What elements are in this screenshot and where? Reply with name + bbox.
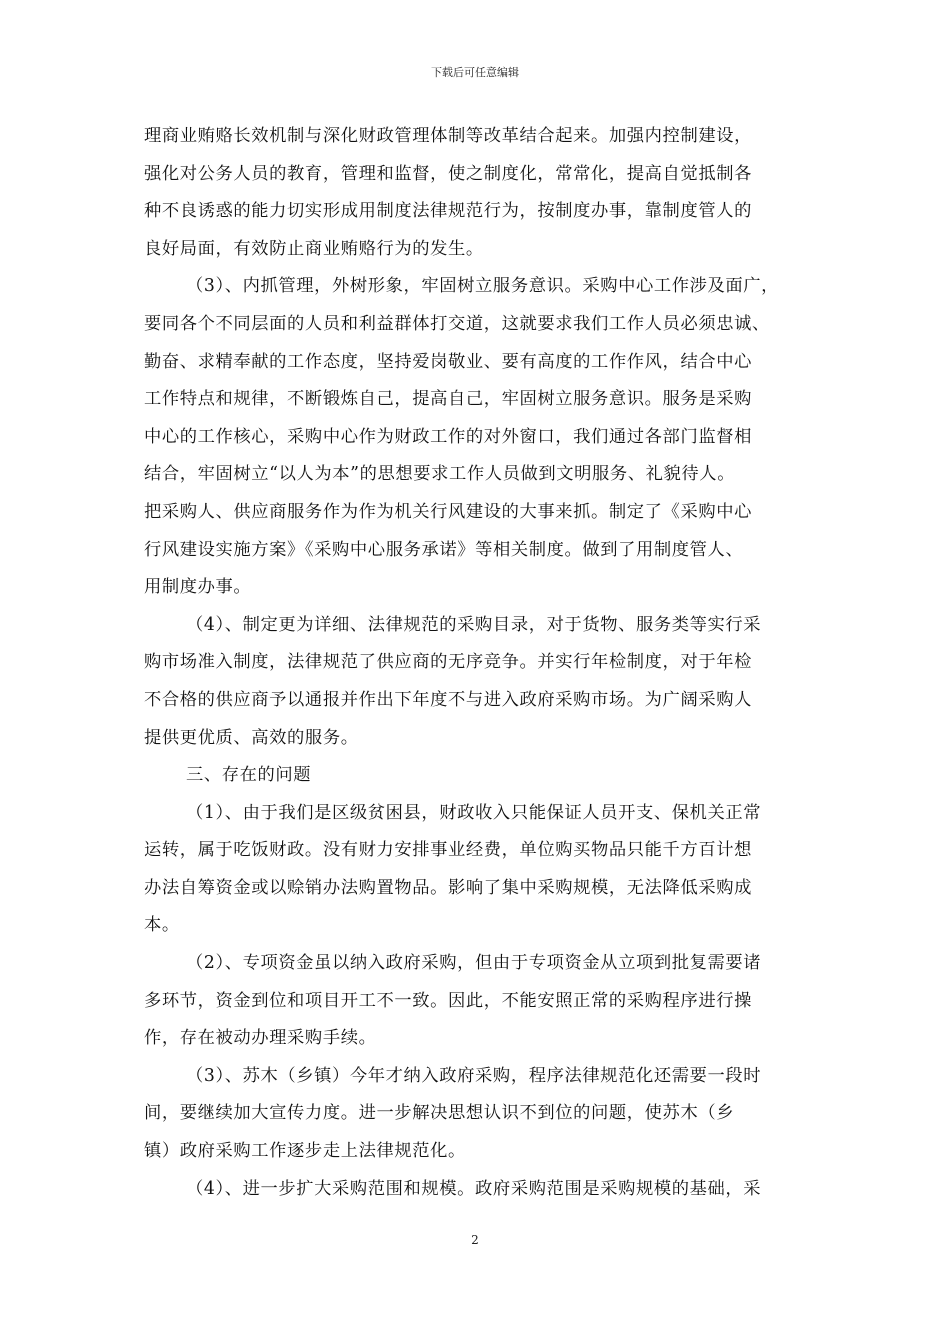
text-line: 行风建设实施方案》《采购中心服务承诺》等相关制度。做到了用制度管人、	[144, 539, 744, 560]
paragraph-start-line: （1）、由于我们是区级贫困县，财政收入只能保证人员开支、保机关正常	[186, 802, 762, 823]
section-heading: 三、存在的问题	[186, 765, 312, 786]
text-line: 购市场准入制度，法律规范了供应商的无序竞争。并实行年检制度，对于年检	[144, 652, 752, 673]
text-line: 中心的工作核心，采购中心作为财政工作的对外窗口，我们通过各部门监督相	[144, 426, 752, 447]
text-line: 良好局面，有效防止商业贿赂行为的发生。	[144, 238, 484, 259]
text-line: 多环节，资金到位和项目开工不一致。因此，不能安照正常的采购程序进行操	[144, 990, 752, 1011]
text-line: 提供更优质、高效的服务。	[144, 727, 359, 748]
text-line: 强化对公务人员的教育，管理和监督，使之制度化，常常化，提高自觉抵制各	[144, 163, 752, 184]
text-line: 办法自筹资金或以赊销办法购置物品。影响了集中采购规模，无法降低采购成	[144, 877, 752, 898]
text-line: 镇）政府采购工作逐步走上法律规范化。	[144, 1141, 466, 1162]
paragraph-start-line: （4）、制定更为详细、法律规范的采购目录，对于货物、服务类等实行采	[186, 614, 762, 635]
text-line: 种不良诱惑的能力切实形成用制度法律规范行为，按制度办事，靠制度管人的	[144, 201, 752, 222]
paragraph-start-line: （4）、进一步扩大采购范围和规模。政府采购范围是采购规模的基础，采	[186, 1178, 762, 1199]
paragraph-start-line: （3）、内抓管理，外树形象，牢固树立服务意识。采购中心工作涉及面广，	[186, 276, 780, 297]
text-line: 工作特点和规律，不断锻炼自己，提高自己，牢固树立服务意识。服务是采购	[144, 389, 752, 410]
paragraph-start-line: （2）、专项资金虽以纳入政府采购，但由于专项资金从立项到批复需要诸	[186, 953, 762, 974]
text-line: 理商业贿赂长效机制与深化财政管理体制等改革结合起来。加强内控制建设，	[144, 126, 752, 146]
text-line: 作，存在被动办理采购手续。	[144, 1028, 377, 1049]
text-line: 结合，牢固树立“以人为本”的思想要求工作人员做到文明服务、礼貌待人。	[144, 464, 736, 485]
text-line: 间，要继续加大宣传力度。进一步解决思想认识不到位的问题，使苏木（乡	[144, 1103, 735, 1124]
text-line: 不合格的供应商予以通报并作出下年度不与进入政府采购市场。为广阔采购人	[144, 689, 752, 710]
text-line: 本。	[144, 915, 180, 936]
text-line: 运转，属于吃饭财政。没有财力安排事业经费，单位购买物品只能千方百计想	[144, 840, 752, 861]
page-number: 2	[471, 1233, 479, 1247]
text-line: 把采购人、供应商服务作为作为机关行风建设的大事来抓。制定了《采购中心	[144, 501, 752, 522]
text-line: 要同各个不同层面的人员和利益群体打交道，这就要求我们工作人员必须忠诚、	[144, 313, 770, 334]
body-text	[144, 118, 809, 1208]
paragraph-start-line: （3）、苏木（乡镇）今年才纳入政府采购，程序法律规范化还需要一段时	[186, 1065, 762, 1086]
text-line: 用制度办事。	[144, 577, 252, 598]
page-header: 下载后可任意编辑	[431, 66, 519, 79]
text-line: 勤奋、求精奉献的工作态度，坚持爱岗敬业、要有高度的工作作风，结合中心	[144, 351, 752, 372]
